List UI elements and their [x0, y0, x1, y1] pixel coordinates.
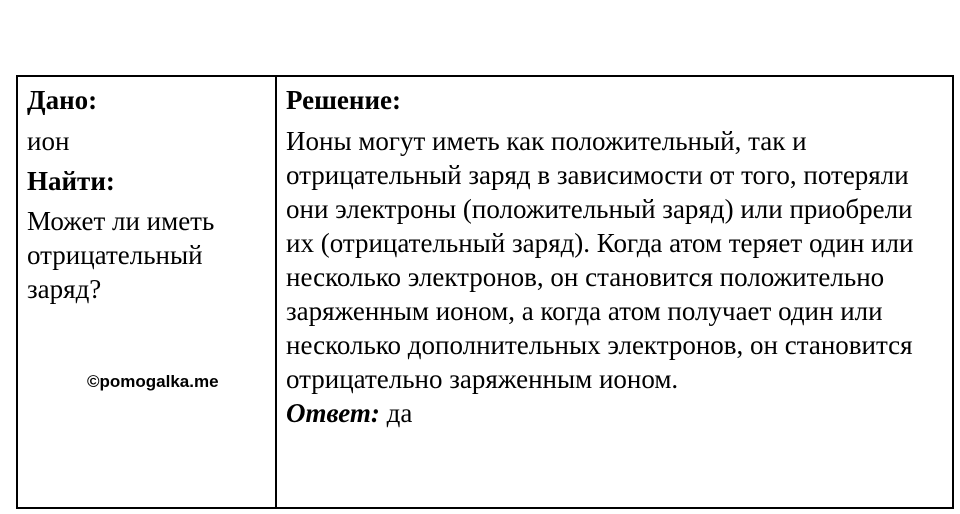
watermark: ©pomogalka.me: [87, 372, 219, 391]
find-question: Может ли иметь отрицательный заряд?: [27, 206, 215, 304]
answer-line: [286, 396, 942, 430]
solution-text: Ионы могут иметь как положительный, так и отрицательный заряд в зависимости от того, потеряли они электроны (положительный заряд) или приобрели их (отрицательный заряд). Когда атом теряет один или несколько электронов, он становится положительно заряженным ионом, а когда атом получает один или несколько дополнительных электронов, он становится отрицательно заряженным ионом.: [286, 126, 914, 394]
given-heading: Дано:: [27, 85, 98, 115]
given-column: [18, 77, 277, 507]
solution-heading: Решение:: [286, 85, 401, 115]
task-table: [16, 75, 954, 509]
find-heading: Найти:: [27, 166, 115, 196]
solution-column: [277, 77, 952, 507]
answer-value: да: [386, 398, 413, 428]
answer-label: Ответ:: [286, 398, 380, 428]
given-value: ион: [27, 126, 70, 156]
